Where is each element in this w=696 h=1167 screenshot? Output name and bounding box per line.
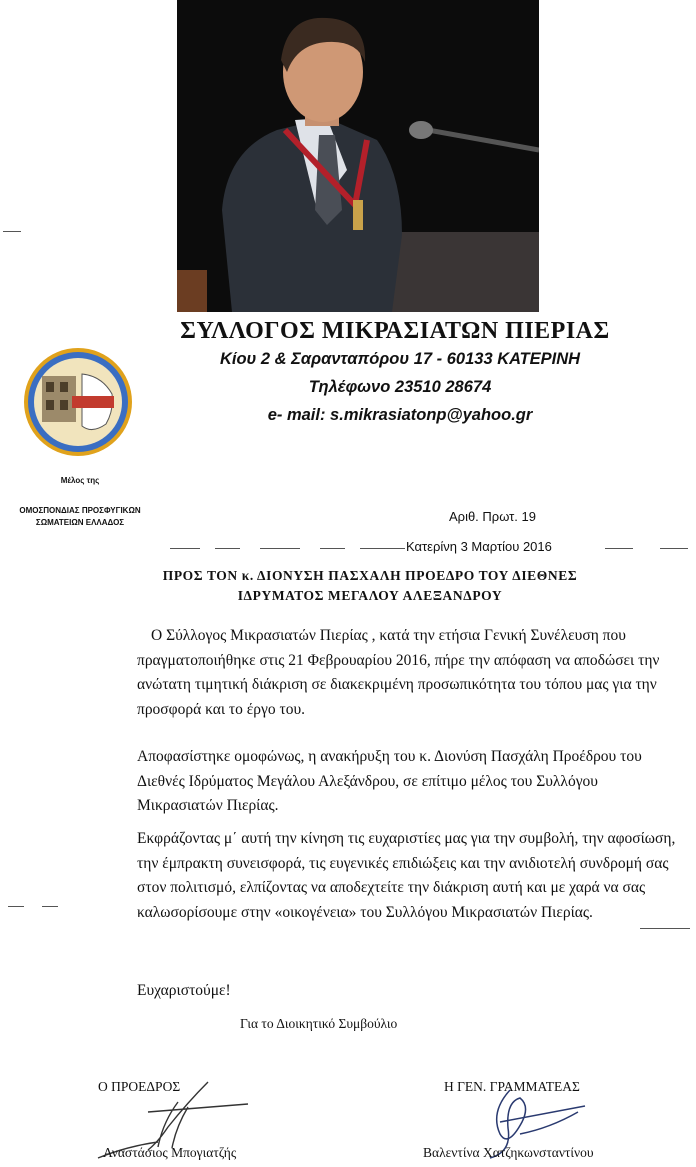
letter-date: Κατερίνη 3 Μαρτίου 2016 [406, 539, 552, 554]
recipient-line-2: ΙΔΡΥΜΑΤΟΣ ΜΕΓΑΛΟΥ ΑΛΕΞΑΝΔΡΟΥ [237, 588, 503, 603]
secretary-name: Βαλεντίνα Χατζηκωνσταντίνου [423, 1145, 594, 1160]
board-signoff: Για το Διοικητικό Συμβούλιο [240, 1016, 398, 1031]
organization-name: ΣΥΛΛΟΓΟΣ ΜΙΚΡΑΣΙΑΤΩΝ ΠΙΕΡΙΑΣ [180, 318, 610, 344]
scan-dash [170, 548, 200, 549]
phone-number: Τηλέφωνο 23510 28674 [308, 378, 492, 396]
body-paragraph-1: Ο Σύλλογος Μικρασιατών Πιερίας , κατά την ετήσια Γενική Συνέλευση που πραγματοποιήθηκε στις 21 Φεβρουαρίου 2016, πήρε την απόφαση να αποδώσει την ανώτατη τιμητική διάκριση σε διακεκριμένη προσωπικότητα του τόπου μας για την προσφορά και το έργο του. [137, 627, 660, 718]
recipient-line-1: ΠΡΟΣ ΤΟΝ κ. ΔΙΟΝΥΣΗ ΠΑΣΧΑΛΗ ΠΡΟΕΔΡΟ ΤΟΥ ΔΙΕΘΝΕΣ [162, 568, 578, 583]
member-of-label: Μέλος της [60, 476, 100, 485]
president-title: Ο ΠΡΟΕΔΡΟΣ [98, 1079, 181, 1094]
president-name: Αναστάσιος Μπογιατζής [103, 1145, 237, 1160]
protocol-number: Αριθ. Πρωτ. 19 [449, 509, 536, 524]
organization-seal-logo [22, 346, 134, 458]
scan-dash [640, 928, 690, 929]
body-paragraph-3: Εκφράζοντας μ΄ αυτή την κίνηση τις ευχαριστίες μας για την συμβολή, την αφοσίωση, την έμπρακτη συνεισφορά, τις ευγενικές επιδιώξεις και την ανιδιοτελή συνδρομή σας στον πολιτισμό, ελπίζοντας να αποδεχτείτε την διάκριση αυτή και με χαρά να σας καλωσορίσουμε στην «οικογένεια» του Συλλόγου Μικρασιατών Πιερίας. [137, 830, 676, 921]
email-address: e- mail: s.mikrasiatonp@yahoo.gr [267, 406, 533, 424]
thanks-line: Ευχαριστούμε! [137, 982, 231, 999]
scan-dash [215, 548, 240, 549]
secretary-title: Η ΓΕΝ. ΓΡΑΜΜΑΤΕΑΣ [444, 1079, 580, 1094]
federation-line-1: ΟΜΟΣΠΟΝΔΙΑΣ ΠΡΟΣΦΥΓΙΚΩΝ [19, 506, 141, 515]
scan-dash [320, 548, 345, 549]
scan-dash [260, 548, 300, 549]
body-paragraph-2: Αποφασίστηκε ομοφώνως, η ανακήρυξη του κ. Διονύση Πασχάλη Προέδρου του Διεθνές Ιδρύματος Μεγάλου Αλεξάνδρου, σε επίτιμο μέλος του Συλλόγου Μικρασιατών Πιερίας. [137, 748, 642, 814]
federation-line-2: ΣΩΜΑΤΕΙΩΝ ΕΛΛΑΔΟΣ [35, 518, 125, 527]
scan-dash [42, 906, 58, 907]
address: Κίου 2 & Σαρανταπόρου 17 - 60133 ΚΑΤΕΡΙΝΗ [219, 350, 581, 368]
scan-dash [360, 548, 405, 549]
scan-dash [605, 548, 633, 549]
speaker-photo [177, 0, 539, 312]
scan-dash [660, 548, 688, 549]
scan-dash [3, 231, 21, 232]
scan-dash [8, 906, 24, 907]
